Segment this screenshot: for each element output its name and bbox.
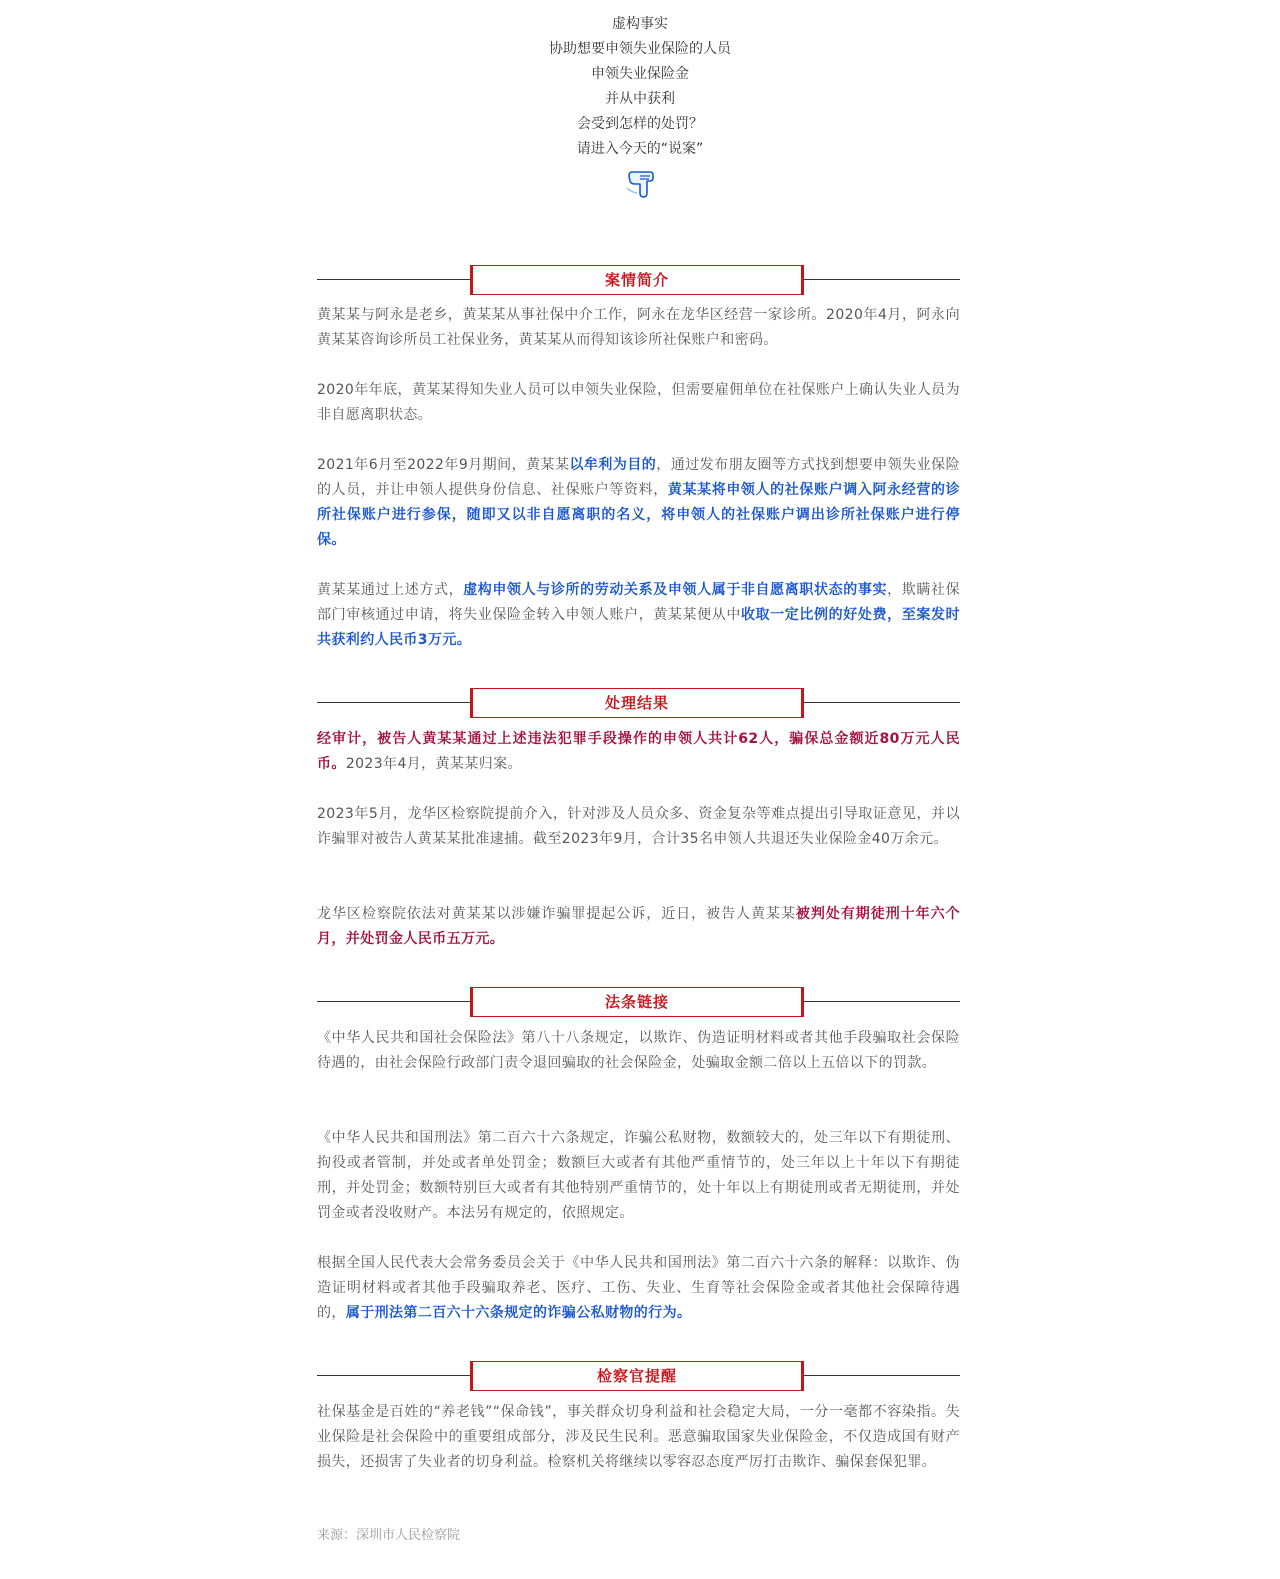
result-paragraph-3: 龙华区检察院依法对黄某某以涉嫌诈骗罪提起公诉，近日，被告人黄某某被判处有期徒刑十年六个月，并处罚金人民币五万元。 — [317, 906, 960, 947]
section-title-result: 处理结果 — [604, 694, 669, 712]
intro-line-3: 申领失业保险金 — [591, 66, 689, 82]
section-title-law: 法条链接 — [604, 993, 669, 1011]
law-paragraph-2: 《中华人民共和国刑法》第二百六十六条规定，诈骗公私财物，数额较大的，处三年以下有期徒刑、拘役或者管制，并处或者单处罚金；数额巨大或者有其他严重情节的，处三年以上十年以下有期徒刑，并处罚金；数额特别巨大或者有其他特别严重情节的，处十年以上有期徒刑或者无期徒刑，并处罚金或者没收财产。本法另有规定的，依照规定。 — [317, 1130, 960, 1221]
case-paragraph-1: 黄某某与阿永是老乡，黄某某从事社保中介工作，阿永在龙华区经营一家诊所。2020年4月，阿永向黄某某咨询诊所员工社保业务，黄某某从而得知该诊所社保账户和密码。 — [317, 307, 960, 348]
section-title-case: 案情简介 — [604, 271, 669, 289]
highlight-text: 经审计，被告人黄某某通过上述违法犯罪手段操作的申领人共计62人，骗保总金额近80万元人民币。 — [317, 731, 960, 772]
section-header-law — [317, 987, 960, 1017]
section-tag — [470, 1361, 804, 1391]
result-paragraph-2: 2023年5月，龙华区检察院提前介入，针对涉及人员众多、资金复杂等难点提出引导取证意见，并以诈骗罪对被告人黄某某批准逮捕。截至2023年9月，合计35名申领人共退还失业保险金40万余元。 — [317, 806, 960, 847]
section-title-reminder: 检察官提醒 — [596, 1367, 677, 1385]
law-paragraph-1: 《中华人民共和国社会保险法》第八十八条规定，以欺诈、伪造证明材料或者其他手段骗取社会保险待遇的，由社会保险行政部门责令退回骗取的社会保险金，处骗取金额二倍以上五倍以下的罚款。 — [317, 1030, 960, 1071]
intro-line-2: 协助想要申领失业保险的人员 — [549, 41, 731, 57]
highlight-text: 收取一定比例的好处费，至案发时共获利约人民币3万元。 — [317, 607, 960, 648]
highlight-text: 被判处有期徒刑十年六个月，并处罚金人民币五万元。 — [317, 906, 960, 947]
case-paragraph-4: 黄某某通过上述方式，虚构申领人与诊所的劳动关系及申领人属于非自愿离职状态的事实，欺瞒社保部门审核通过申请，将失业保险金转入申领人账户，黄某某便从中收取一定比例的好处费，至案发时共获利约人民币3万元。 — [317, 582, 960, 648]
highlight-text: 虚构申领人与诊所的劳动关系及申领人属于非自愿离职状态的事实 — [463, 582, 888, 598]
intro-line-1: 虚构事实 — [612, 16, 668, 32]
highlight-text: 以牟利为目的 — [569, 457, 657, 473]
intro-line-4: 并从中获利 — [605, 91, 675, 107]
intro-line-6: 请进入今天的“说案” — [576, 141, 704, 157]
intro-line-5: 会受到怎样的处罚？ — [577, 116, 703, 132]
section-tag — [470, 688, 804, 718]
case-paragraph-3: 2021年6月至2022年9月期间，黄某某以牟利为目的，通过发布朋友圈等方式找到想要申领失业保险的人员，并让申领人提供身份信息、社保账户等资料，黄某某将申领人的社保账户调入阿永经营的诊所社保账户进行参保，随即又以非自愿离职的名义，将申领人的社保账户调出诊所社保账户进行停保。 — [317, 457, 960, 548]
highlight-text: 属于刑法第二百六十六条规定的诈骗公私财物的行为。 — [345, 1305, 692, 1321]
case-paragraph-2: 2020年年底，黄某某得知失业人员可以申领失业保险，但需要雇佣单位在社保账户上确认失业人员为非自愿离职状态。 — [317, 382, 960, 423]
section-tag — [470, 987, 804, 1017]
section-header-reminder — [317, 1361, 960, 1391]
section-header-case — [317, 265, 960, 295]
section-header-result — [317, 688, 960, 718]
section-tag — [470, 265, 804, 295]
intro-block — [0, 12, 1280, 200]
result-paragraph-1: 经审计，被告人黄某某通过上述违法犯罪手段操作的申领人共计62人，骗保总金额近80万元人民币。2023年4月，黄某某归案。 — [317, 731, 960, 772]
source-credit: 来源：深圳市人民检察院 — [317, 1528, 461, 1543]
highlight-text: 黄某某将申领人的社保账户调入阿永经营的诊所社保账户进行参保，随即又以非自愿离职的名义，将申领人的社保账户调出诊所社保账户进行停保。 — [317, 482, 960, 548]
reminder-paragraph-1: 社保基金是百姓的“养老钱”“保命钱”，事关群众切身利益和社会稳定大局，一分一毫都不容染指。失业保险是社会保险中的重要组成部分，涉及民生民利。恶意骗取国家失业保险金，不仅造成国有财产损失，还损害了失业者的切身利益。检察机关将继续以零容忍态度严厉打击欺诈、骗保套保犯罪。 — [317, 1404, 960, 1470]
pointing-down-hand-icon — [623, 166, 657, 200]
law-paragraph-3: 根据全国人民代表大会常务委员会关于《中华人民共和国刑法》第二百六十六条的解释：以欺诈、伪造证明材料或者其他手段骗取养老、医疗、工伤、失业、生育等社会保险金或者其他社会保障待遇的，属于刑法第二百六十六条规定的诈骗公私财物的行为。 — [317, 1255, 960, 1321]
